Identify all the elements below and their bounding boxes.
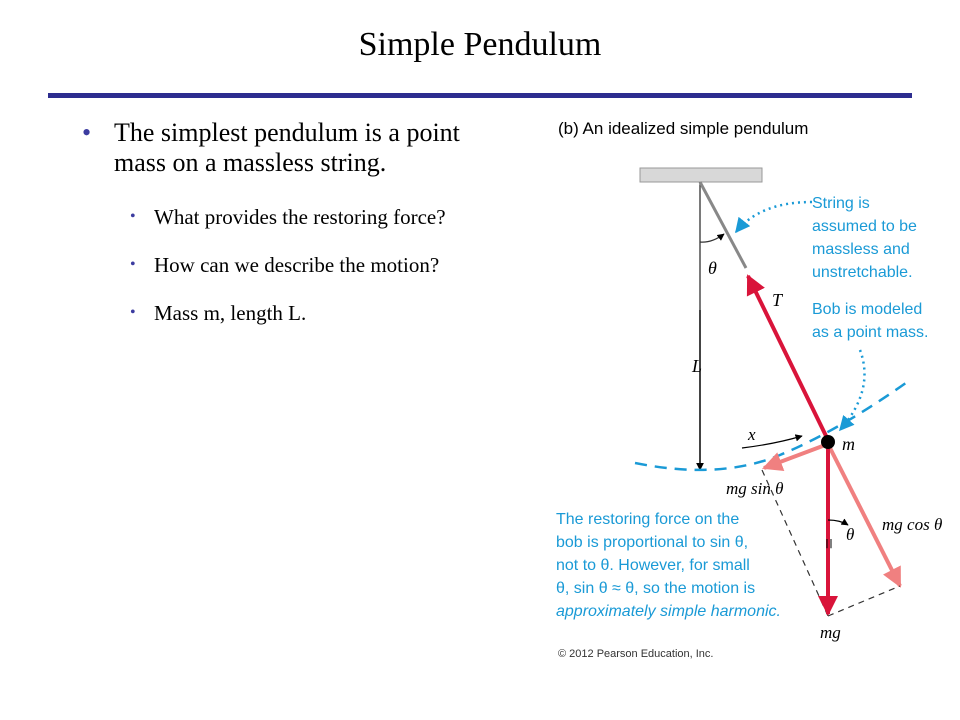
swing-path-arc xyxy=(635,380,910,470)
theta-angle-arc xyxy=(700,234,724,242)
pendulum-diagram xyxy=(530,110,960,670)
slide-title: Simple Pendulum xyxy=(358,26,602,63)
bob-note: Bob is modeled as a point mass. xyxy=(812,301,929,341)
sub-bullet-text: What provides the restoring force? xyxy=(154,205,446,229)
bullet-marker: • xyxy=(130,208,136,225)
title-divider xyxy=(48,93,912,98)
theta-bottom-arc xyxy=(828,520,848,525)
string-note-pointer xyxy=(736,202,812,232)
equals-sign: = xyxy=(817,538,839,550)
figure-caption: (b) An idealized simple pendulum xyxy=(558,119,809,138)
copyright-notice: © 2012 Pearson Education, Inc. xyxy=(558,648,714,660)
bullet-marker: • xyxy=(82,118,92,147)
mass-label: m xyxy=(842,434,855,454)
arc-length-label: x xyxy=(748,425,756,444)
main-bullet xyxy=(82,118,502,178)
length-label: L xyxy=(692,356,703,376)
theta-top-label: θ xyxy=(708,258,717,278)
construction-line-right xyxy=(828,586,900,616)
sub-bullet xyxy=(130,204,504,230)
pendulum-string xyxy=(700,182,746,268)
restoring-force-note: The restoring force on the bob is proportional to sin θ, not to θ. However, for small θ, sin θ ≈ θ, so the motion is approximately simple harmonic. xyxy=(556,511,781,620)
tension-label: T xyxy=(772,290,783,310)
sub-bullet xyxy=(130,300,504,326)
sub-bullet-text: Mass m, length L. xyxy=(154,301,307,325)
pendulum-bob xyxy=(821,435,835,449)
bullet-marker: • xyxy=(130,304,136,321)
mg-label: mg xyxy=(820,623,841,642)
pendulum-figure xyxy=(530,110,960,670)
mg-cos-label: mg cos θ xyxy=(882,515,943,534)
mg-sin-label: mg sin θ xyxy=(726,479,784,498)
bullet-list xyxy=(82,118,502,326)
string-note: String is assumed to be massless and unstretchable. xyxy=(812,195,917,281)
main-bullet-text: The simplest pendulum is a point mass on a massless string. xyxy=(114,118,460,177)
sub-bullet-text: How can we describe the motion? xyxy=(154,253,440,277)
ceiling-support xyxy=(640,168,762,182)
bullet-marker: • xyxy=(130,256,136,273)
sub-bullet xyxy=(130,252,504,278)
theta-bottom-label: θ xyxy=(846,525,855,544)
